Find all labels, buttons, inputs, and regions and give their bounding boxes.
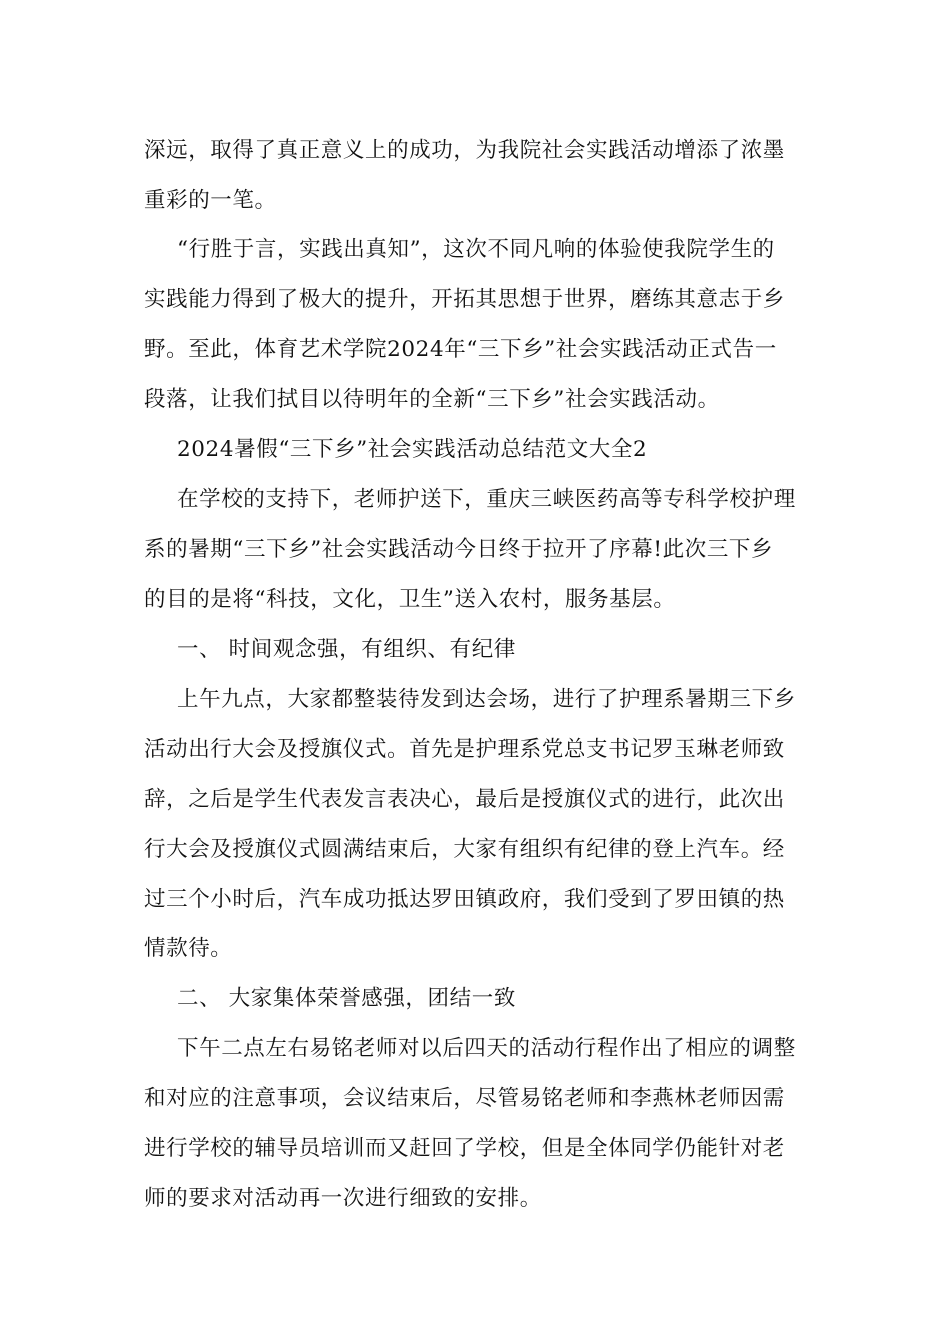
paragraph-line: 野。至此，体育艺术学院2024年“三下乡”社会实践活动正式告一: [144, 337, 777, 362]
section-heading: 一、 时间观念强，有组织、有纪律: [177, 637, 516, 662]
paragraph-line: 情款待。: [144, 936, 233, 961]
section-heading: 二、 大家集体荣誉感强，团结一致: [177, 986, 516, 1011]
paragraph-line: 过三个小时后，汽车成功抵达罗田镇政府，我们受到了罗田镇的热: [144, 887, 785, 912]
paragraph-line: 下午二点左右易铭老师对以后四天的活动行程作出了相应的调整: [177, 1036, 796, 1061]
paragraph-line: 辞，之后是学生代表发言表决心，最后是授旗仪式的进行，此次出: [144, 787, 785, 812]
section-title: 2024暑假“三下乡”社会实践活动总结范文大全2: [177, 437, 648, 462]
paragraph-line: 行大会及授旗仪式圆满结束后，大家有组织有纪律的登上汽车。经: [144, 837, 785, 862]
paragraph-line: 师的要求对活动再一次进行细致的安排。: [144, 1186, 542, 1211]
paragraph-line: 实践能力得到了极大的提升，开拓其思想于世界，磨练其意志于乡: [144, 287, 785, 312]
paragraph-line: “行胜于言，实践出真知”，这次不同凡响的体验使我院学生的: [177, 237, 775, 262]
paragraph-line: 进行学校的辅导员培训而又赶回了学校，但是全体同学仍能针对老: [144, 1136, 785, 1161]
paragraph-line: 系的暑期“三下乡”社会实践活动今日终于拉开了序幕!此次三下乡: [144, 537, 774, 562]
paragraph-line: 深远，取得了真正意义上的成功，为我院社会实践活动增添了浓墨: [144, 138, 785, 163]
paragraph-line: 和对应的注意事项，会议结束后，尽管易铭老师和李燕林老师因需: [144, 1086, 785, 1111]
paragraph-line: 的目的是将“科技，文化，卫生”送入农村，服务基层。: [144, 587, 676, 612]
paragraph-line: 在学校的支持下，老师护送下，重庆三峡医药高等专科学校护理: [177, 487, 796, 512]
paragraph-line: 重彩的一笔。: [144, 188, 277, 213]
paragraph-line: 段落，让我们拭目以待明年的全新“三下乡”社会实践活动。: [144, 387, 720, 412]
paragraph-line: 上午九点，大家都整装待发到达会场，进行了护理系暑期三下乡: [177, 687, 796, 712]
paragraph-line: 活动出行大会及授旗仪式。首先是护理系党总支书记罗玉琳老师致: [144, 737, 785, 762]
